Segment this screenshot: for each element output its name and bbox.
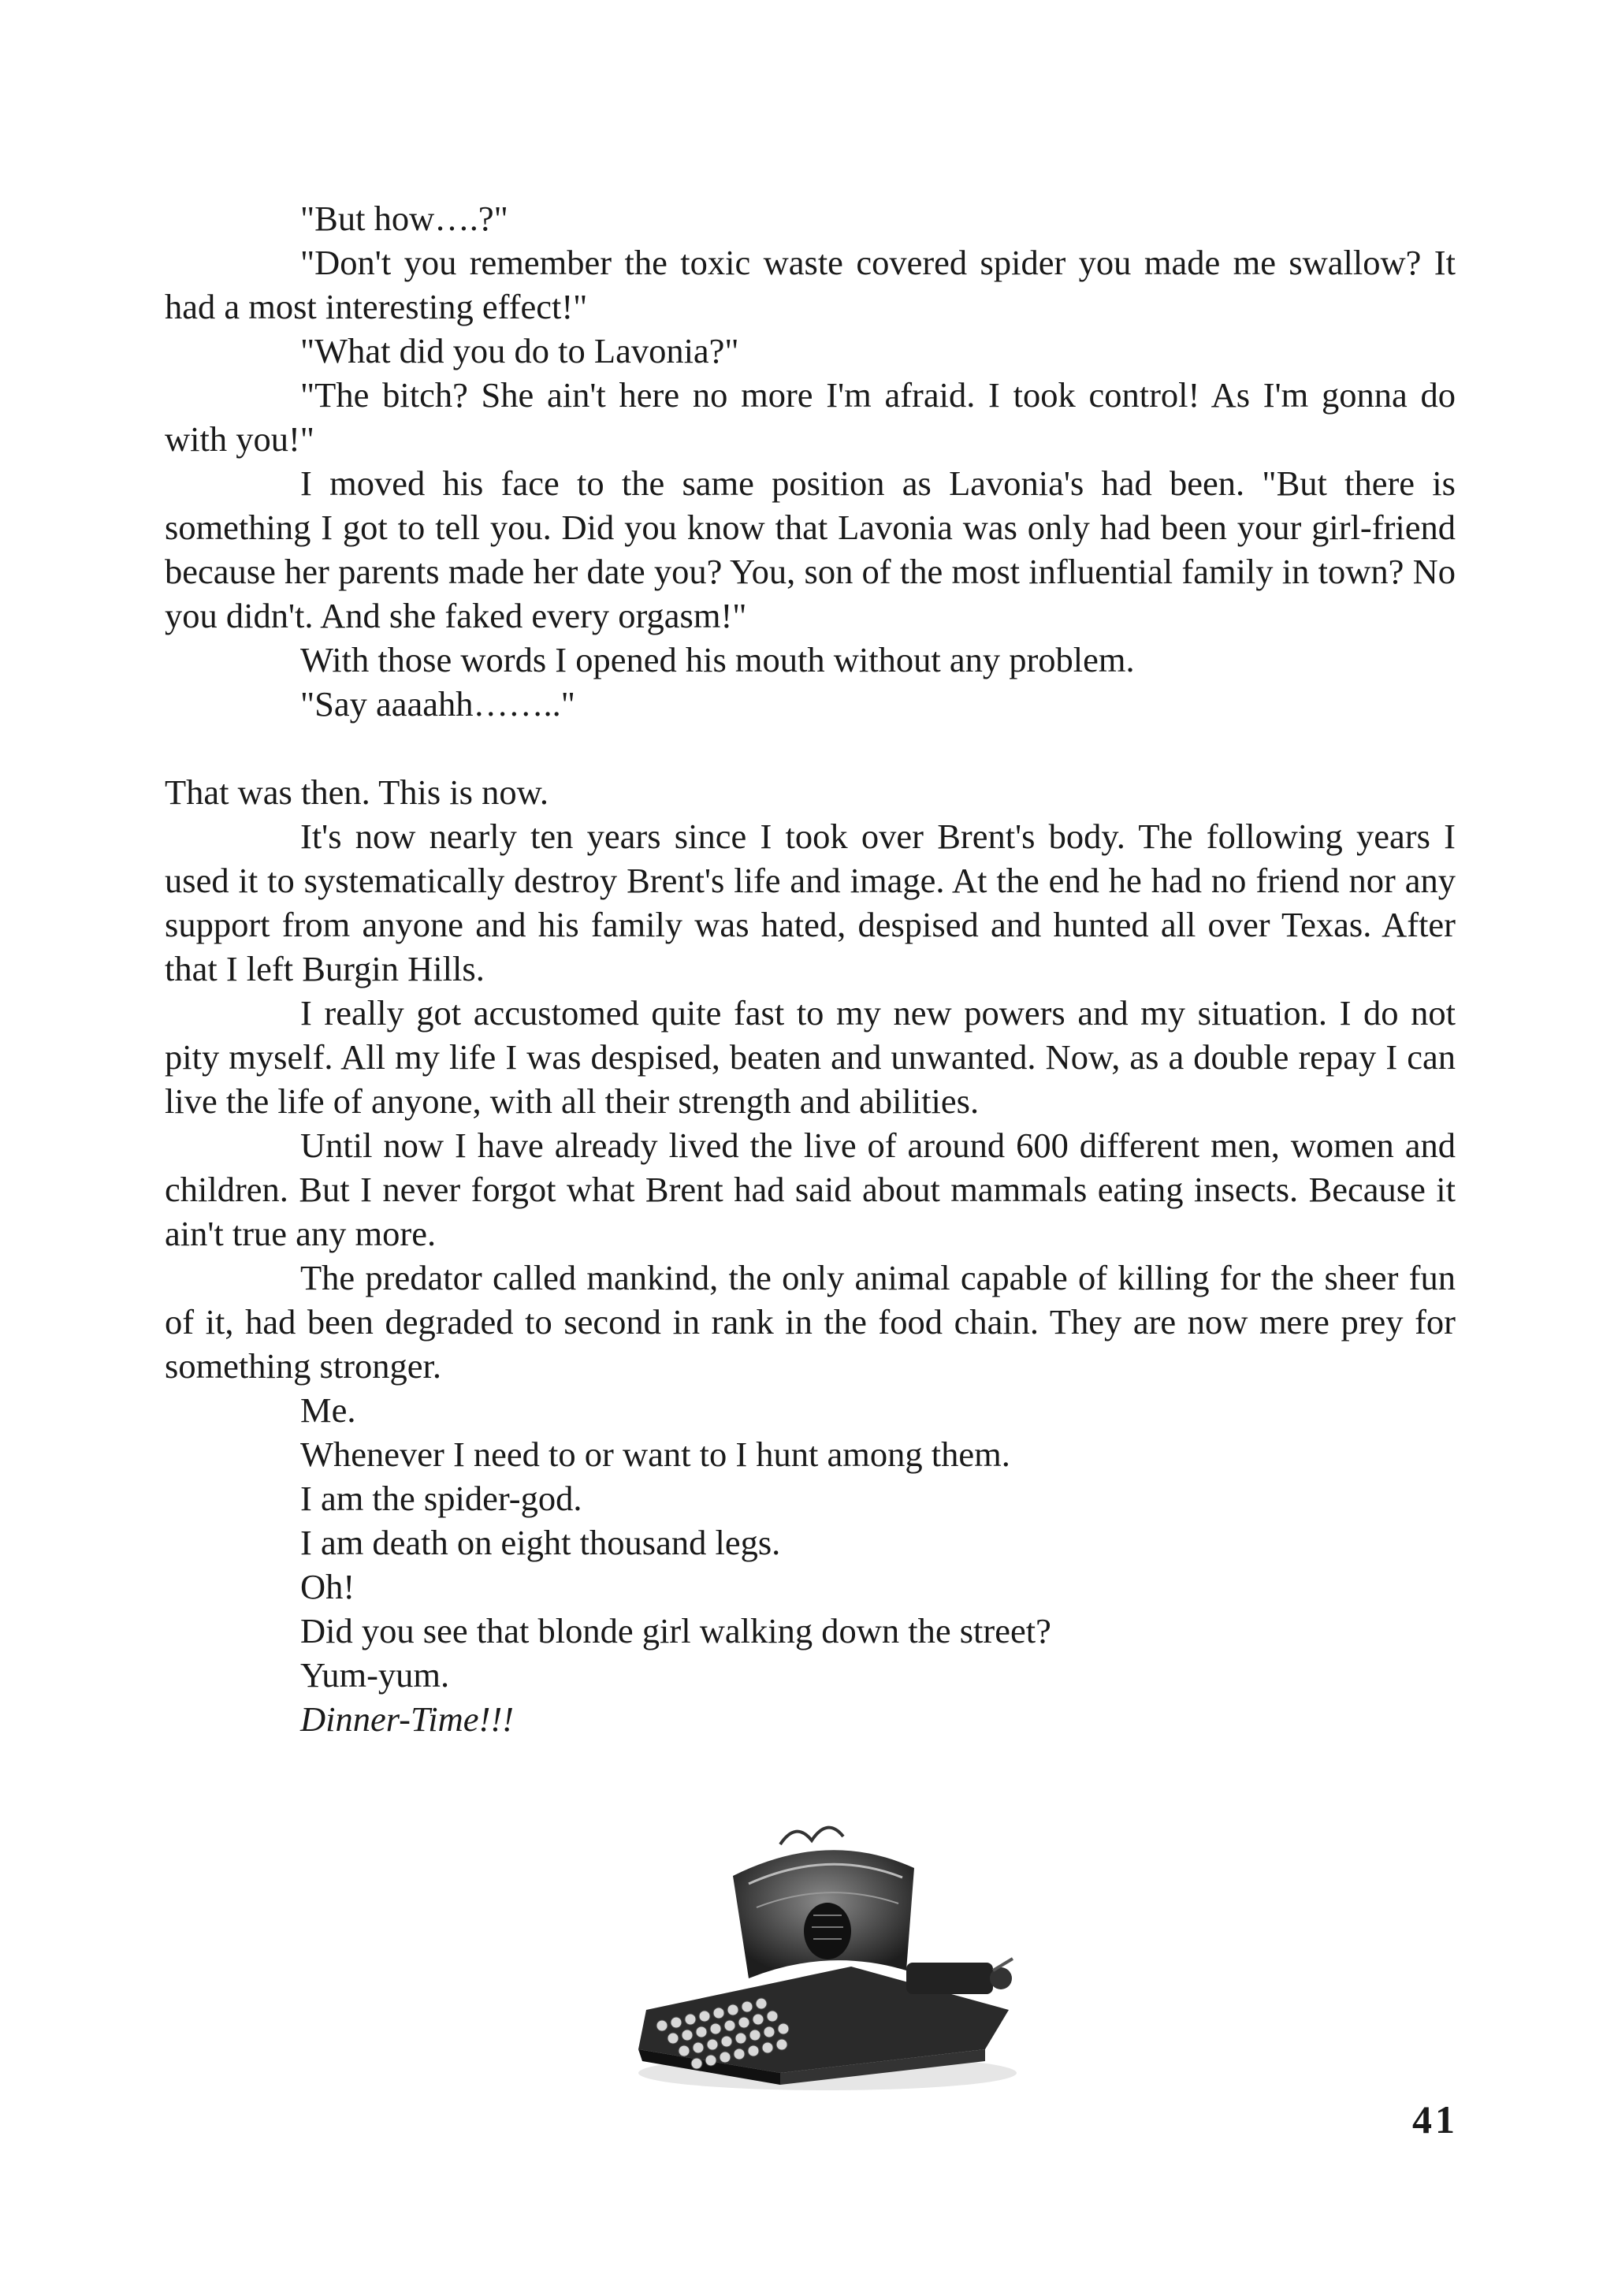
typewriter-illustration — [615, 1813, 1040, 2097]
paragraph: Until now I have already lived the live of around 600 different men, women and children. But I never forgot what Brent had said about mammals eating insects. Because it ain't true any more. — [165, 1126, 1456, 1253]
paragraph: Did you see that blonde girl walking down the street? — [300, 1611, 1051, 1650]
paragraph: Oh! — [300, 1567, 355, 1606]
paragraph: I really got accustomed quite fast to my new powers and my situation. I do not pity myself. All my life I was despised, beaten and unwanted. Now, as a double repay I can live the life of anyone, with all their strength and abilities. — [165, 993, 1456, 1121]
paragraph: Me. — [300, 1390, 356, 1430]
paragraph: The predator called mankind, the only animal capable of killing for the sheer fun of it, had been degraded to second in rank in the food chain. They are now mere prey for something stronger. — [165, 1258, 1456, 1386]
paragraph: Whenever I need to or want to I hunt among them. — [300, 1435, 1010, 1474]
paragraph: I am the spider-god. — [300, 1479, 582, 1518]
paragraph: "Don't you remember the toxic waste covered spider you made me swallow? It had a most interesting effect!" — [165, 243, 1456, 326]
paragraph: "But how….?" — [300, 199, 508, 238]
paragraph: "The bitch? She ain't here no more I'm afraid. I took control! As I'm gonna do with you!" — [165, 375, 1456, 459]
paragraph-spacer — [165, 726, 1456, 770]
paragraph: Yum-yum. — [300, 1655, 450, 1695]
body-text — [165, 196, 1456, 1741]
paragraph: With those words I opened his mouth without any problem. — [300, 640, 1135, 679]
paragraph: "Say aaaahh…….." — [300, 684, 575, 724]
paragraph: Dinner-Time!!! — [300, 1699, 514, 1739]
page-number: 41 — [1412, 2097, 1458, 2142]
paragraph: I moved his face to the same position as Lavonia's had been. "But there is something I got to tell you. Did you know that Lavonia was only had been your girl-friend because her parents made her date you? You, son of the most influential family in town? No you didn't. And she faked every orgasm!" — [165, 463, 1456, 635]
paragraph: It's now nearly ten years since I took over Brent's body. The following years I used it to systematically destroy Brent's life and image. At the end he had no friend nor any support from anyone and his family was hated, despised and hunted all over Texas. After that I left Burgin Hills. — [165, 817, 1456, 988]
paragraph: I am death on eight thousand legs. — [300, 1523, 781, 1562]
paragraph: That was then. This is now. — [165, 772, 549, 812]
paragraph: "What did you do to Lavonia?" — [300, 331, 739, 370]
